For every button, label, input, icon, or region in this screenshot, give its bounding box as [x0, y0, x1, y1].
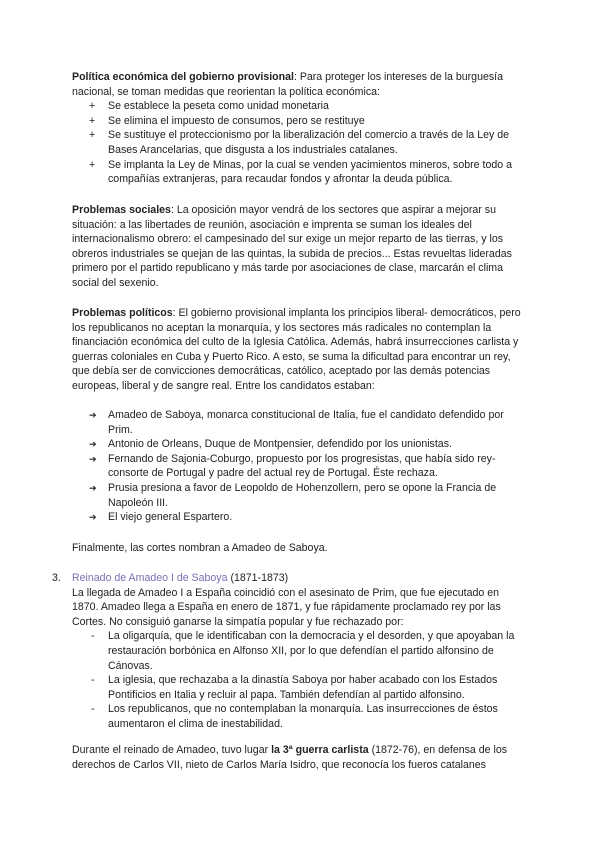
- problemas-sociales-title: Problemas sociales: [72, 204, 171, 216]
- section-title-link[interactable]: Reinado de Amadeo I de Saboya: [72, 572, 228, 584]
- list-item: - La iglesia, que rechazaba a la dinastía Saboya por haber acabado con los Estados Pontificios en Italia y recluir al papa. También defendían al partido alfonsino.: [91, 674, 498, 701]
- plus-bullet-icon: +: [89, 158, 96, 171]
- problemas-politicos-text: : El gobierno provisional implanta los principios liberal- democráticos, pero los republicanos no aceptan la monarquía, y los sectores más radicales no contemplan la financiación económica del culto de la Iglesia Católica. Además, habrá insurrecciones carlista y guerras coloniales en Cuba y Puerto Rico. A esto, se suma la dificultad para encontrar un rey, que debía ser de convicciones democráticas, católico, aceptado por las demás potencias europeas, liberal y de sangre real. Entre los candidatos estaban:: [72, 307, 521, 392]
- conclusion-section: [72, 541, 527, 556]
- arrow-bullet-icon: ➔: [89, 482, 97, 493]
- dash-bullet-icon: -: [91, 674, 95, 687]
- list-item: ➔ El viejo general Espartero.: [89, 511, 233, 524]
- problemas-politicos-section: [72, 306, 527, 394]
- arrow-bullet-icon: ➔: [89, 410, 97, 420]
- list-item: - La oligarquía, que le identificaban con la democracia y el desorden, y que apoyaban la restauración borbónica en Alfonso XII, por lo que defendían el partido alfonsino de Cánovas.: [91, 630, 515, 672]
- problemas-sociales-paragraph: [72, 203, 527, 291]
- politica-economica-title: Política económica del gobierno provisional: [72, 71, 294, 83]
- section-number: 3.: [52, 572, 61, 584]
- list-item: - Los republicanos, que no contemplaban la monarquía. Las insurrecciones de éstos aumentaron el clima de inestabilidad.: [91, 703, 498, 730]
- problemas-sociales-section: [72, 203, 527, 291]
- politica-economica-intro: : Para proteger los intereses de la burguesía nacional, se toman medidas que reorientan la política económica:: [72, 71, 503, 98]
- politica-economica-paragraph: [72, 70, 527, 99]
- section-dates: (1871-1873): [227, 572, 289, 584]
- section-heading: [72, 571, 527, 586]
- candidates-list: [72, 408, 527, 525]
- plus-bullet-icon: +: [89, 100, 96, 113]
- list-item: ➔ Fernando de Sajonia-Coburgo, propuesto por los progresistas, que había sido rey-consorte de Portugal y padre del actual rey de Portugal. Éste rechaza.: [89, 452, 496, 480]
- arrow-bullet-icon: ➔: [89, 439, 97, 450]
- list-item: ➔ Amadeo de Saboya, monarca constitucional de Italia, fue el candidato defendido por Prim.: [89, 409, 504, 436]
- problemas-politicos-paragraph: [72, 306, 527, 394]
- plus-bullet-icon: +: [89, 114, 96, 127]
- list-item: + Se implanta la Ley de Minas, por la cual se venden yacimientos mineros, sobre todo a compañías extranjeras, para recaudar fondos y afrontar la deuda pública.: [89, 158, 512, 186]
- closing-section: [72, 743, 527, 772]
- list-item: ➔ Antonio de Orleans, Duque de Montpensier, defendido por los unionistas.: [89, 438, 452, 451]
- guerra-carlista-bold: la 3ª guerra carlista: [271, 744, 369, 756]
- politica-economica-list: [72, 99, 527, 187]
- list-item: + Se elimina el impuesto de consumos, pero se restituye: [89, 114, 365, 127]
- arrow-bullet-icon: ➔: [89, 453, 97, 464]
- candidates-section: [72, 408, 527, 525]
- politica-economica-section: [72, 70, 527, 187]
- arrow-bullet-icon: ➔: [89, 512, 97, 523]
- rejection-list: [72, 629, 527, 731]
- list-item: + Se establece la peseta como unidad monetaria: [89, 100, 329, 113]
- problemas-sociales-text: : La oposición mayor vendrá de los sectores que aspirar a mejorar su situación: a las libertades de reunión, asociación e imprenta se suman los ideales del internacionalismo obrero: el campesinado del sur exige un mejor reparto de las tierras, y los obreros industriales se quejan de las quintas, la subida de precios... Estas revueltas lideradas primero por el partido republicano y más tarde por asociaciones de clase, marcarán el clima social del sexenio.: [72, 204, 512, 289]
- conclusion-text: Finalmente, las cortes nombran a Amadeo de Saboya.: [72, 542, 328, 554]
- dash-bullet-icon: -: [91, 703, 95, 716]
- list-item: + Se sustituye el proteccionismo por la liberalización del comercio a través de la Ley de Bases Arancelarias, que disgusta a los industriales catalanes.: [89, 129, 510, 156]
- closing-paragraph: Durante el reinado de Amadeo, tuvo lugar la 3ª guerra carlista (1872-76), en defensa de los derechos de Carlos VII, nieto de Carlos María Isidro, que reconocía los fueros catalanes: [72, 744, 508, 771]
- plus-bullet-icon: +: [89, 129, 96, 142]
- problemas-politicos-title: Problemas políticos: [72, 307, 173, 319]
- list-item: ➔ Prusia presiona a favor de Leopoldo de Hohenzollern, pero se opone la Francia de Napoleón III.: [89, 481, 497, 509]
- dash-bullet-icon: -: [91, 630, 95, 643]
- section-intro: La llegada de Amadeo I a España coincidió con el asesinato de Prim, que fue ejecutado en 1870. Amadeo llega a España en enero de 1871, y fue rápidamente proclamado rey por las Cortes. No consiguió ganarse la simpatía popular y fue rechazado por:: [72, 586, 501, 628]
- section-3: [52, 571, 527, 732]
